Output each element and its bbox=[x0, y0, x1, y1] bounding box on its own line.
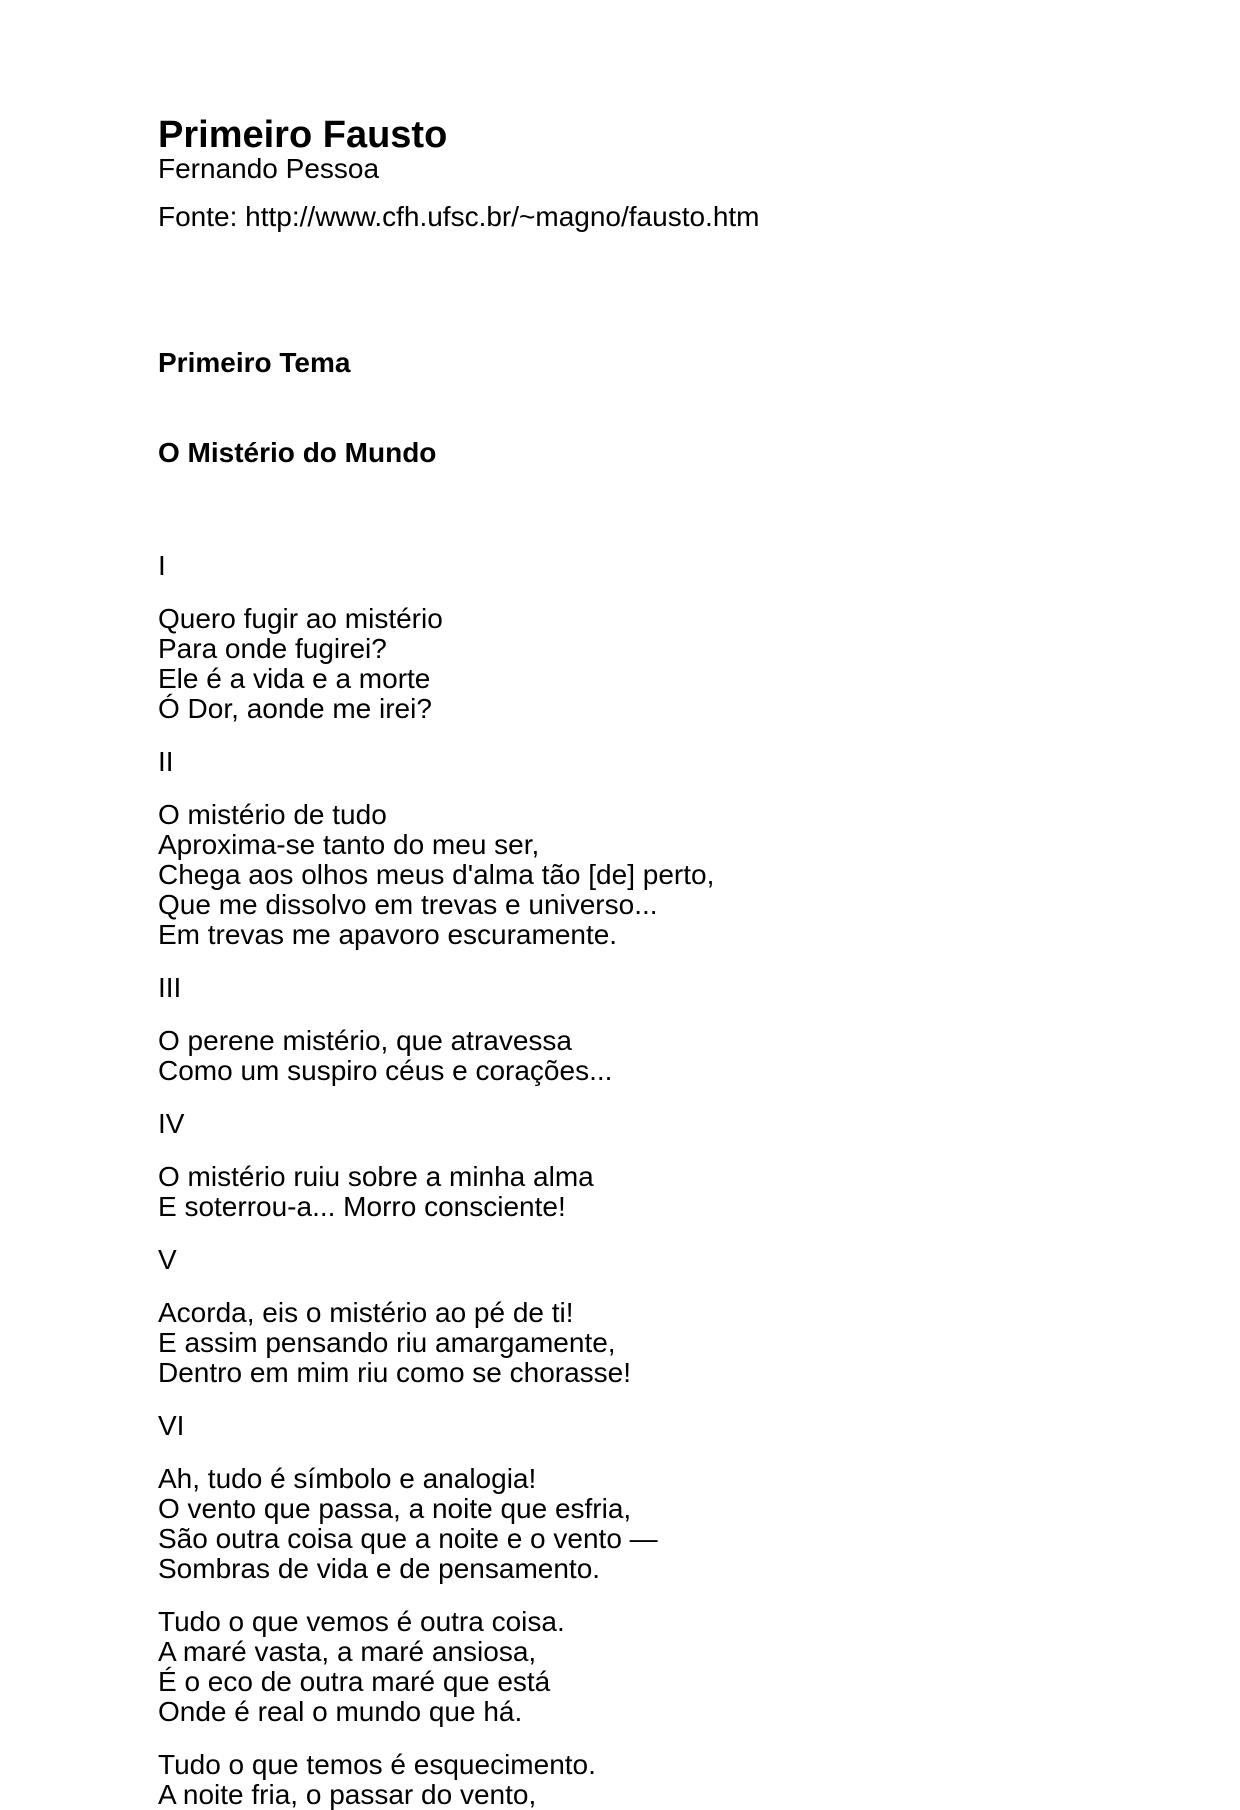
stanza bbox=[158, 1298, 1180, 1388]
document-content bbox=[158, 116, 1180, 1810]
poem-line: E assim pensando riu amargamente, bbox=[158, 1327, 616, 1358]
stanza bbox=[158, 1750, 1180, 1810]
poem-line: Ó Dor, aonde me irei? bbox=[158, 693, 432, 724]
poem-line: Aproxima-se tanto do meu ser, bbox=[158, 829, 540, 860]
stanza bbox=[158, 604, 1180, 724]
poem-line: O mistério ruiu sobre a minha alma bbox=[158, 1161, 594, 1192]
stanza-numeral: V bbox=[158, 1244, 177, 1275]
poem-line: O mistério de tudo bbox=[158, 799, 387, 830]
author-line: Fernando Pessoa bbox=[158, 153, 380, 184]
stanza-numeral: I bbox=[158, 550, 166, 581]
poem-line: Acorda, eis o mistério ao pé de ti! bbox=[158, 1297, 574, 1328]
page-title: Primeiro Fausto bbox=[158, 114, 448, 156]
poem-line: Que me dissolvo em trevas e universo... bbox=[158, 889, 658, 920]
poem-line: São outra coisa que a noite e o vento — bbox=[158, 1523, 658, 1554]
poem-line: A maré vasta, a maré ansiosa, bbox=[158, 1636, 537, 1667]
section-heading-theme: Primeiro Tema bbox=[158, 347, 351, 378]
stanza bbox=[158, 1162, 1180, 1222]
stanza-numeral: II bbox=[158, 746, 174, 777]
poem-line: Dentro em mim riu como se chorasse! bbox=[158, 1357, 632, 1388]
stanza-numeral: IV bbox=[158, 1108, 185, 1139]
poem-line: O vento que passa, a noite que esfria, bbox=[158, 1493, 632, 1524]
poem-line: O perene mistério, que atravessa bbox=[158, 1025, 572, 1056]
poem-line: Quero fugir ao mistério bbox=[158, 603, 443, 634]
stanza bbox=[158, 800, 1180, 950]
poem-line: Sombras de vida e de pensamento. bbox=[158, 1553, 601, 1584]
poem-line: Ah, tudo é símbolo e analogia! bbox=[158, 1463, 537, 1494]
source-line: Fonte: http://www.cfh.ufsc.br/~magno/fausto.htm bbox=[158, 201, 760, 232]
poem-line: Chega aos olhos meus d'alma tão [de] perto, bbox=[158, 859, 715, 890]
poem-line: E soterrou-a... Morro consciente! bbox=[158, 1191, 566, 1222]
stanza bbox=[158, 1607, 1180, 1727]
poem-line: Como um suspiro céus e corações... bbox=[158, 1055, 613, 1086]
section-heading-title: O Mistério do Mundo bbox=[158, 437, 437, 468]
stanza-numeral: VI bbox=[158, 1410, 185, 1441]
stanza bbox=[158, 1026, 1180, 1086]
poem-line: Para onde fugirei? bbox=[158, 633, 387, 664]
poem-line: Onde é real o mundo que há. bbox=[158, 1696, 523, 1727]
poem-line: A noite fria, o passar do vento, bbox=[158, 1779, 537, 1810]
stanza bbox=[158, 1464, 1180, 1584]
section-heading bbox=[158, 288, 1180, 528]
poem-line: Em trevas me apavoro escuramente. bbox=[158, 919, 618, 950]
poem-line: Tudo o que vemos é outra coisa. bbox=[158, 1606, 565, 1637]
poem-line: Ele é a vida e a morte bbox=[158, 663, 431, 694]
poem-line: É o eco de outra maré que está bbox=[158, 1666, 551, 1697]
poem-body bbox=[158, 551, 1180, 1810]
poem-line: Tudo o que temos é esquecimento. bbox=[158, 1749, 596, 1780]
stanza-numeral: III bbox=[158, 972, 182, 1003]
